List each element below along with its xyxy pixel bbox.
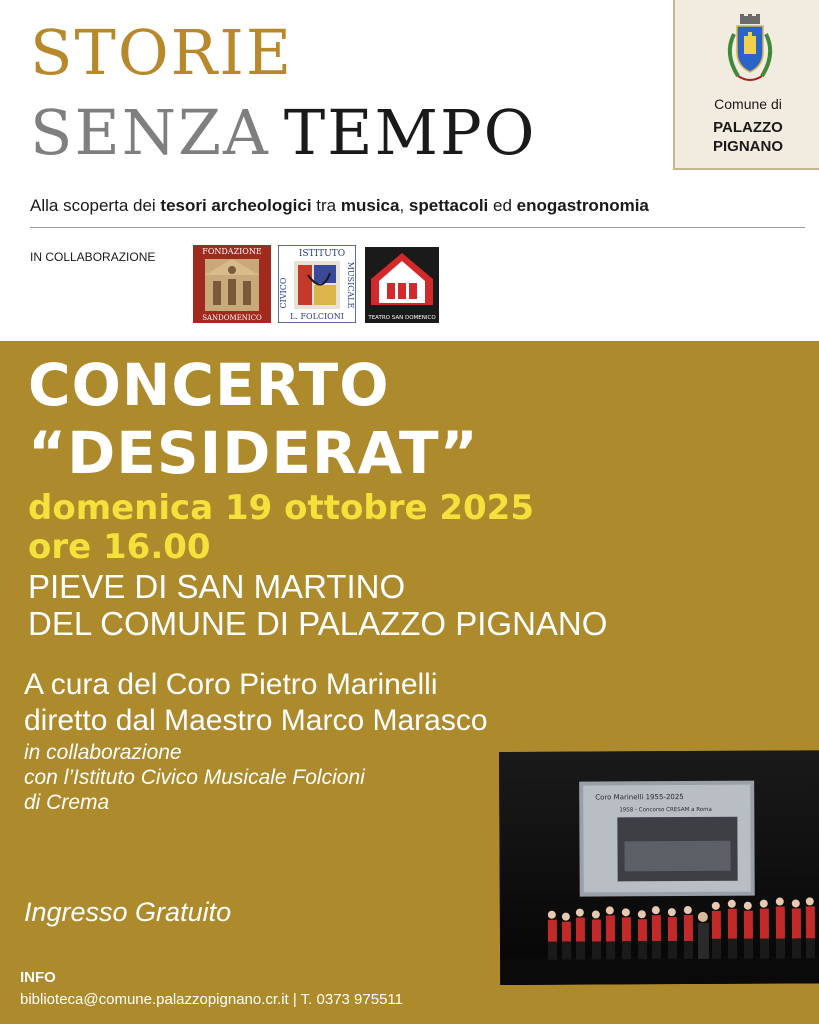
logo2-left-text: CIVICO <box>279 277 288 309</box>
collaboration-label: IN COLLABORAZIONE <box>30 250 156 264</box>
title-senza-tempo <box>30 96 537 169</box>
logo2-bottom-text: L. FOLCIONI <box>290 312 344 321</box>
screen-caption: 1958 - Concorso CRESAM a Roma <box>619 806 712 814</box>
concert-title-line2: “DESIDERAT” <box>28 419 479 487</box>
subtitle-bold: tesori archeologici <box>160 196 312 215</box>
curated-line2: diretto dal Maestro Marco Marasco <box>24 704 488 737</box>
subtitle-bold: musica <box>340 196 400 215</box>
event-time: ore 16.00 <box>28 527 211 567</box>
teatro-san-domenico-logo <box>363 245 441 323</box>
collab-note-line2: con l’Istituto Civico Musicale Folcioni <box>24 766 365 789</box>
comune-name-line1: PALAZZO <box>713 119 783 136</box>
event-date: domenica 19 ottobre 2025 <box>28 488 534 528</box>
event-venue <box>28 568 607 642</box>
istituto-musicale-folcioni-logo <box>278 245 356 323</box>
venue-line1: PIEVE DI SAN MARTINO <box>28 568 406 605</box>
comune-name-line2: PIGNANO <box>712 138 783 155</box>
concert-title-line1: CONCERTO <box>28 351 390 419</box>
subtitle-bold: enogastronomia <box>516 196 649 215</box>
subtitle-text: tra <box>311 196 341 215</box>
logo1-bottom-text: SANDOMENICO <box>202 314 262 322</box>
comune-label: Comune di <box>714 96 782 112</box>
curated-line1: A cura del Coro Pietro Marinelli <box>24 668 438 701</box>
subtitle-text: Alla scoperta dei <box>30 196 161 215</box>
logo2-right-text: MUSICALE <box>346 261 355 309</box>
comune-name <box>675 118 819 156</box>
subtitle-bold: spettacoli <box>408 196 489 215</box>
collab-note-line3: di Crema <box>24 791 110 814</box>
municipal-crest-icon <box>720 14 780 94</box>
venue-line2: DEL COMUNE DI PALAZZO PIGNANO <box>28 605 608 642</box>
subtitle-text: , <box>399 196 409 215</box>
curated-by <box>24 667 488 739</box>
title-storie: STORIE <box>30 16 294 89</box>
choir-photo-graphic <box>499 750 819 985</box>
info-title: INFO <box>20 969 56 986</box>
fondazione-san-domenico-logo <box>193 245 271 323</box>
choir-concert-photo <box>499 750 819 985</box>
free-entry: Ingresso Gratuito <box>24 897 232 927</box>
comune-badge <box>673 0 819 170</box>
header-divider <box>30 227 805 228</box>
collaboration-note <box>24 740 365 815</box>
title-tempo: TEMPO <box>283 96 537 169</box>
logo1-top-text: FONDAZIONE <box>202 247 262 256</box>
collab-note-line1: in collaborazione <box>24 741 182 764</box>
title-senza: SENZA <box>30 96 270 169</box>
info-contact: biblioteca@comune.palazzopignano.cr.it | T. 0373 975511 <box>20 991 403 1008</box>
logo2-top-text: ISTITUTO <box>298 249 346 259</box>
logo3-bottom-text: TEATRO SAN DOMENICO <box>368 315 436 321</box>
subtitle <box>30 196 649 216</box>
screen-title: Coro Marinelli 1955-2025 <box>595 793 684 802</box>
subtitle-text: ed <box>488 196 517 215</box>
concert-title <box>28 351 479 487</box>
